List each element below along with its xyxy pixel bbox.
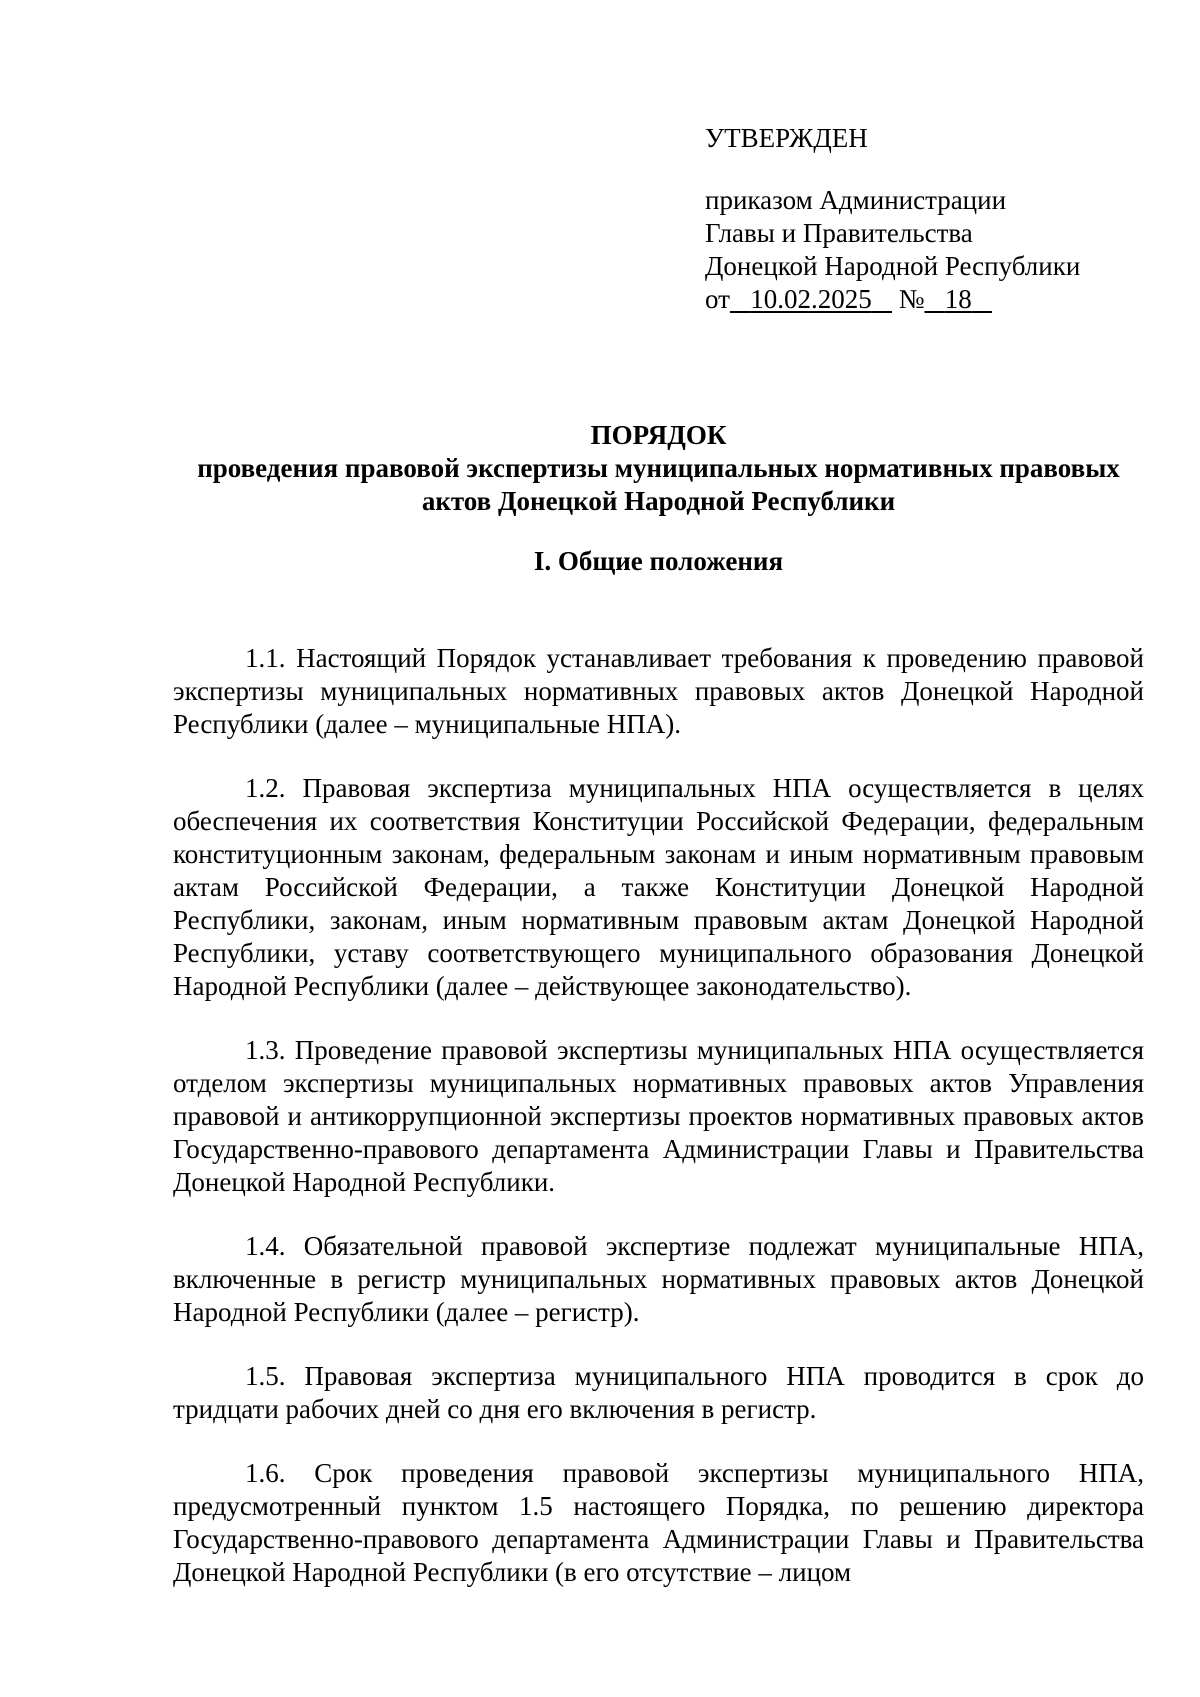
- paragraph-1-3: 1.3. Проведение правовой экспертизы муниципальных НПА осуществляется отделом экспертизы муниципальных нормативных правовых актов Управления правовой и антикоррупционной экспертизы проектов нормативных правовых актов Государственно-правового департамента Администрации Главы и Правительства Донецкой Народной Республики.: [173, 1035, 1144, 1197]
- date-prefix: от: [705, 284, 730, 314]
- paragraph-1-1: 1.1. Настоящий Порядок устанавливает требования к проведению правовой экспертизы муниципальных нормативных правовых актов Донецкой Народной Республики (далее – муниципальные НПА).: [173, 643, 1144, 739]
- approval-stamp: УТВЕРЖДЕН: [705, 123, 868, 153]
- paragraph-1-4: 1.4. Обязательной правовой экспертизе подлежат муниципальные НПА, включенные в регистр муниципальных нормативных правовых актов Донецкой Народной Республики (далее – регистр).: [173, 1231, 1144, 1327]
- approval-number-field: [924, 284, 992, 314]
- paragraph-1-6: 1.6. Срок проведения правовой экспертизы муниципального НПА, предусмотренный пунктом 1.5 настоящего Порядка, по решению директора Государственно-правового департамента Администрации Главы и Правительства Донецкой Народной Республики (в его отсутствие – лицом: [173, 1458, 1144, 1587]
- approval-date-line: [705, 283, 1145, 316]
- number-sign: №: [898, 284, 925, 314]
- paragraph-1-2: 1.2. Правовая экспертиза муниципальных НПА осуществляется в целях обеспечения их соответствия Конституции Российской Федерации, федеральным конституционным законам, федеральным законам и иным нормативным правовым актам Российской Федерации, а также Конституции Донецкой Народной Республики, законам, иным нормативным правовым актам Донецкой Народной Республики, уставу соответствующего муниципального образования Донецкой Народной Республики (далее – действующее законодательство).: [173, 773, 1144, 1001]
- approval-date-field: [730, 284, 892, 314]
- approval-line: приказом Администрации: [705, 185, 1007, 215]
- approval-block: [705, 122, 1145, 316]
- approval-line: Донецкой Народной Республики: [705, 251, 1081, 281]
- approval-date: 10.02.2025: [750, 284, 872, 314]
- paragraph-1-5: 1.5. Правовая экспертиза муниципального НПА проводится в срок до тридцати рабочих дней со дня его включения в регистр.: [173, 1361, 1144, 1424]
- document-body: [173, 419, 1144, 1589]
- document-subtitle: проведения правовой экспертизы муниципальных нормативных правовых актов Донецкой Народной Республики: [197, 453, 1120, 516]
- section-heading: I. Общие положения: [533, 546, 784, 576]
- approval-line: Главы и Правительства: [705, 218, 973, 248]
- document-title: ПОРЯДОК: [590, 420, 727, 450]
- approval-number: 18: [944, 284, 972, 314]
